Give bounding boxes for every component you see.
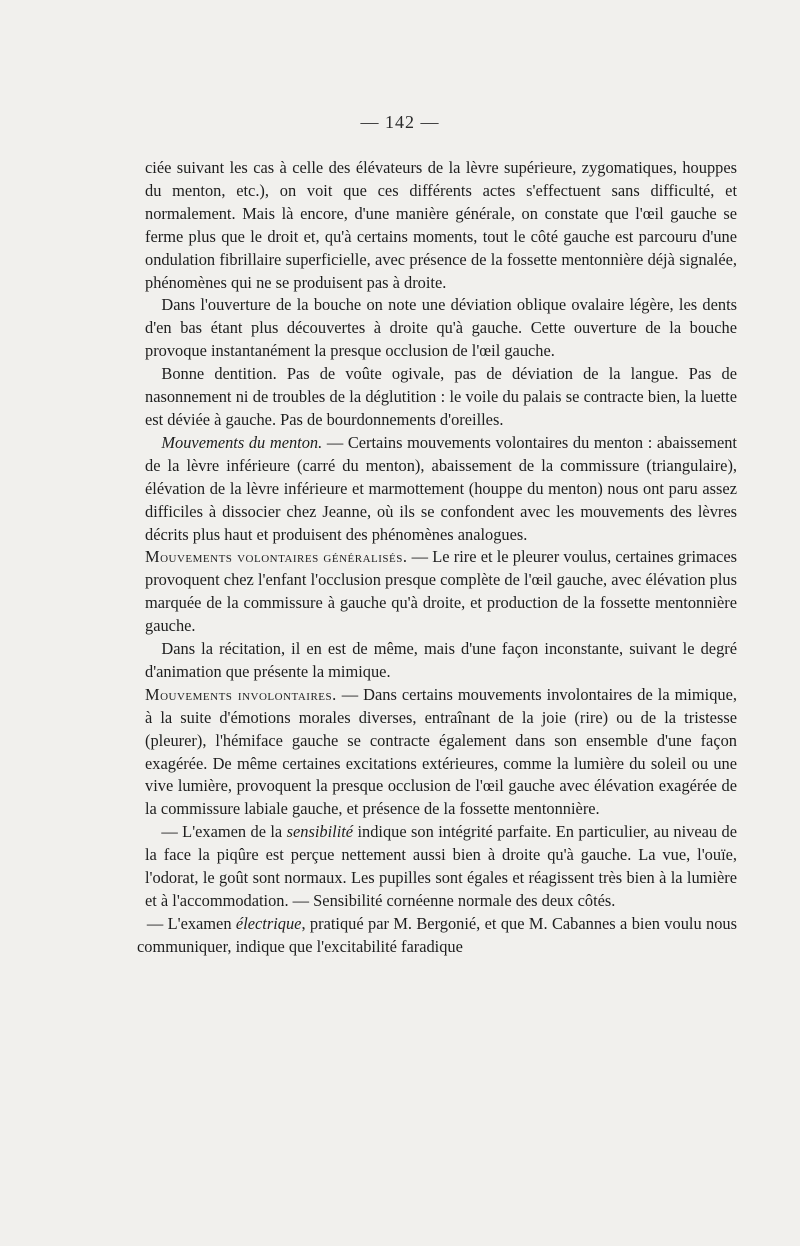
section-lead-involuntary: Mouvements involontaires. [145,684,337,704]
paragraph-involuntary-text: — Dans certains mouvements involontaires de la mimique, à la suite d'émotions morales diverses, entraînant de la joie (rire) ou de la tristesse (pleurer), l'hémiface gauche se contracte également dans son ensemble d'une façon exagérée. De même certaines excitations extérieures, comme la lumière du soleil ou une vive lumière, provoquent la presque occlusion de l'œil gauche avec élévation exagérée de la commissure labiale gauche, et présence de la fossette mentonnière. [145,684,737,819]
paragraph-chin-movements [145,432,737,547]
paragraph-generalized-movements [145,546,737,638]
electrical-after: , pratiqué par M. Bergonié, et que M. Cabannes a bien voulu nous communiquer, indique que l'excitabilité faradique [137,913,737,956]
paragraph-chin-text: — Certains mouvements volontaires du menton : abaissement de la lèvre inférieure (carré du menton), abaissement de la commissure (triangulaire), élévation de la lèvre inférieure et marmottement (houppe du menton) nous ont paru assez difficiles à dissocier chez Jeanne, où ils se confondent avec les mouvements des lèvres décrits plus haut et produisent des phénomènes analogues. [145,432,737,544]
sensibility-emphasis: sensibilité [286,822,354,842]
section-lead-chin: Mouvements du menton. [161,432,323,452]
paragraph-sensibility [145,821,737,913]
body-text [137,157,737,959]
sensibility-before: — L'examen de la [161,822,287,842]
paragraph-involuntary-movements [145,684,737,821]
paragraph-continuation: ciée suivant les cas à celle des élévateurs de la lèvre supérieure, zygomatiques, houppes du menton, etc.), on voit que ces différents actes s'effectuent sans difficulté, et normalement. Mais là encore, d'une manière générale, on constate que l'œil gauche se ferme plus que le droit et, qu'à certains moments, tout le côté gauche est parcouru d'une ondulation fibrillaire superficielle, avec présence de la fossette mentonnière déjà signalée, phénomènes qui ne se produisent pas à droite. [145,158,737,292]
sensibility-after: indique son intégrité parfaite. En particulier, au niveau de la face la piqûre est perçue nettement aussi bien à droite qu'à gauche. La vue, l'ouïe, l'odorat, le goût sont normaux. Les pupilles sont égales et réagissent très bien à la lumière et à l'accommodation. — Sensibilité cornéenne normale des deux côtés. [145,822,737,910]
paragraph-recitation: Dans la récitation, il en est de même, mais d'une façon inconstante, suivant le degré d'animation que présente la mimique. [145,639,737,681]
section-lead-generalized: Mouvements volontaires généralisés. [145,547,408,567]
paragraph-dentition: Bonne dentition. Pas de voûte ogivale, pas de déviation de la langue. Pas de nasonnement ni de troubles de la déglutition : le voile du palais se contracte bien, la luette est déviée à gauche. Pas de bourdonnements d'oreilles. [145,364,737,429]
paragraph-generalized-text: — Le rire et le pleurer voulus, certaines grimaces provoquent chez l'enfant l'occlusion presque complète de l'œil gauche, avec élévation plus marquée de la commissure à gauche qu'à droite, et production de la fossette mentonnière gauche. [145,547,737,636]
electrical-emphasis: électrique [235,913,302,933]
page-number: — 142 — [360,112,440,132]
paragraph-electrical [137,913,737,959]
electrical-before: — L'examen [146,913,236,933]
paragraph-mouth-opening: Dans l'ouverture de la bouche on note une déviation oblique ovalaire légère, les dents d'en bas étant plus découvertes à droite qu'à gauche. Cette ouverture de la bouche provoque instantanément la presque occlusion de l'œil gauche. [145,295,737,361]
